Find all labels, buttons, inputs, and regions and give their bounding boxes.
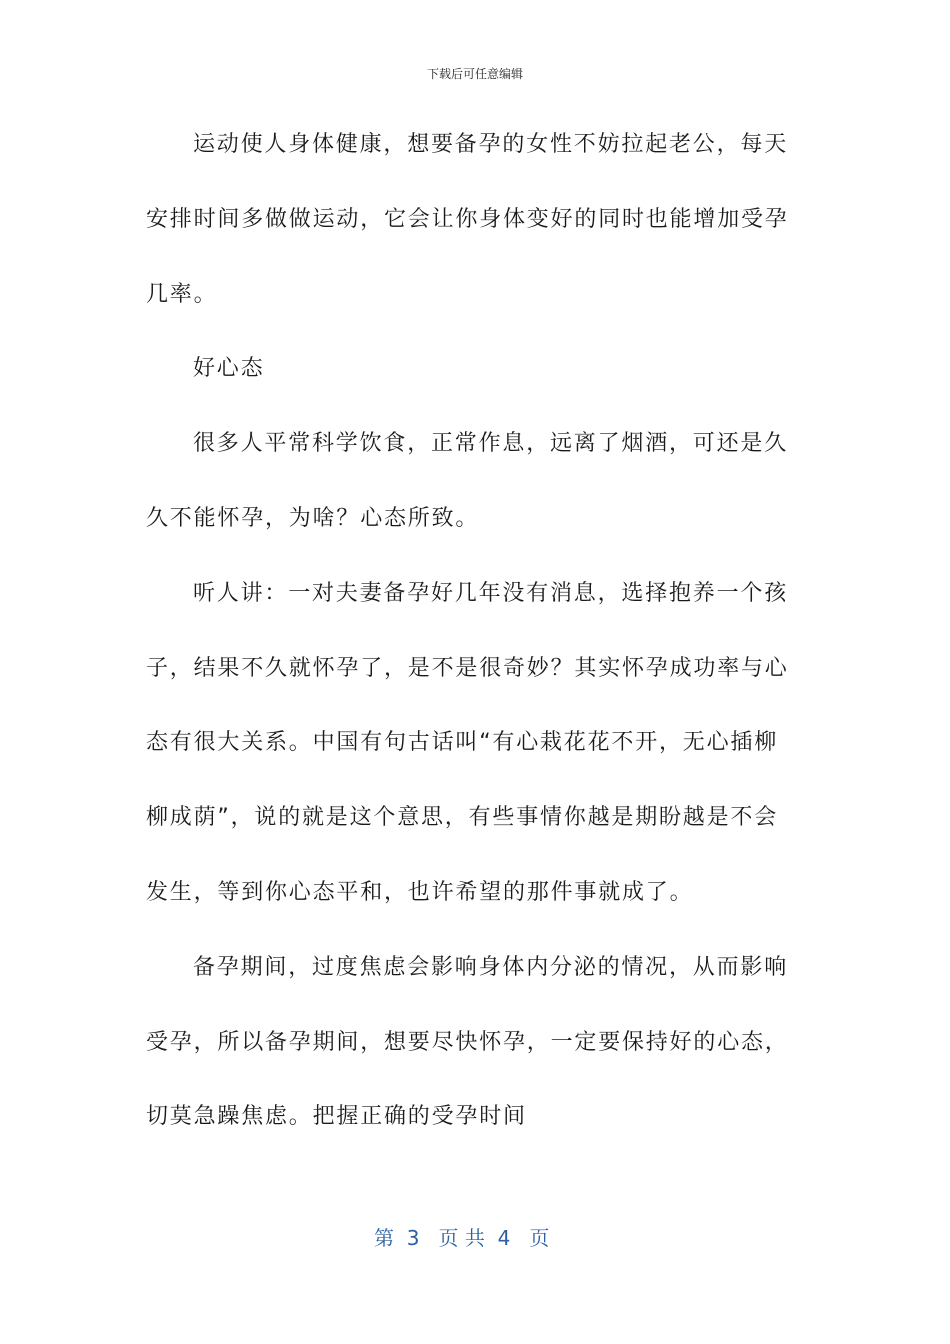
text-line: 安排时间多做做运动，它会让你身体变好的同时也能增加受孕 [146, 206, 789, 232]
text-line: 很多人平常科学饮食，正常作息，远离了烟酒，可还是久 [193, 431, 789, 457]
text-line: 切莫急躁焦虑。把握正确的受孕时间 [146, 1104, 527, 1130]
text-line: 久不能怀孕，为啥？心态所致。 [146, 505, 480, 531]
text-line: 发生，等到你心态平和，也许希望的那件事就成了。 [146, 879, 694, 905]
section-heading: 好心态 [193, 356, 265, 382]
text-line: 几率。 [146, 281, 218, 307]
page-number-footer: 第 3 页 共 4 页 [374, 1226, 550, 1250]
text-line: 态有很大关系。中国有句古话叫“有心栽花花不开，无心插柳 [146, 730, 778, 756]
text-line: 听人讲：一对夫妻备孕好几年没有消息，选择抱养一个孩 [193, 580, 789, 606]
text-line: 备孕期间，过度焦虑会影响身体内分泌的情况，从而影响 [193, 954, 789, 980]
text-line: 运动使人身体健康，想要备孕的女性不妨拉起老公，每天 [193, 132, 789, 157]
text-line: 受孕，所以备孕期间，想要尽快怀孕，一定要保持好的心态， [146, 1029, 789, 1055]
document-body [146, 108, 796, 1155]
text-line: 柳成荫”，说的就是这个意思，有些事情你越是期盼越是不会 [146, 805, 778, 831]
text-line: 子，结果不久就怀孕了，是不是很奇妙？其实怀孕成功率与心 [146, 655, 789, 681]
page-header: 下载后可任意编辑 [426, 67, 523, 81]
